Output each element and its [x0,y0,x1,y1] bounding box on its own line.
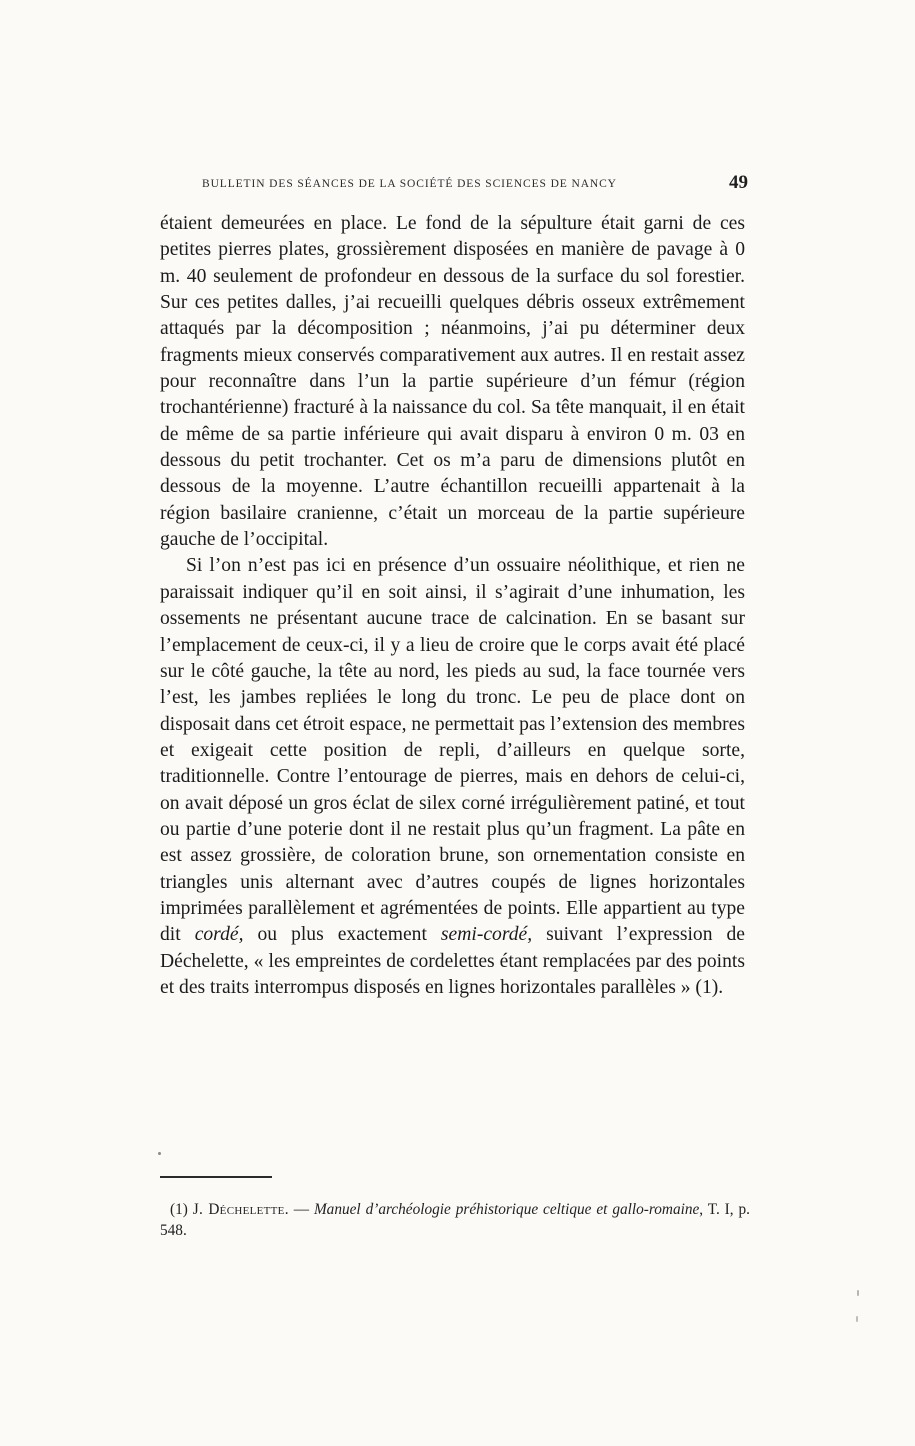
paragraph-2 [160,553,745,1001]
scan-speck [158,1152,161,1155]
paragraph-2-text-cont: ou plus exactement [243,924,441,946]
footnote-work-title: Manuel d’archéologie préhistorique celtique et gallo-romaine [313,1201,700,1218]
running-title: BULLETIN DES SÉANCES DE LA SOCIÉTÉ DES SCIENCES DE NANCY [202,178,617,190]
footnote-dash: — [293,1201,310,1218]
scan-speck [857,1290,859,1296]
italic-term-semi-corde: semi-cordé, [440,924,533,946]
paragraph-1-text: étaient demeurées en place. Le fond de la sépulture était garni de ces petites pierres plates, grossièrement disposées en manière de pavage à 0 m. 40 seulement de profondeur en dessous de la surface du sol forestier. Sur ces petites dalles, j’ai recueilli quelques débris osseux extrêmement attaqués par la décomposition ; néanmoins, j’ai pu déterminer deux fragments mieux conservés comparativement aux autres. Il en restait assez pour reconnaître dans l’un la partie supérieure d’un fémur (région trochantérienne) fracturé à la naissance du col. Sa tête manquait, il en était de même de sa partie inférieure qui avait disparu à environ 0 m. 03 en dessous du petit trochanter. Cet os m’a paru de dimensions plutôt en dessous de la moyenne. L’autre échantillon recueilli appartenait à la région basilaire cranienne, c’était un morceau de la partie supérieure gauche de l’occipital. [160,213,745,551]
scan-speck [856,1316,858,1322]
paragraph-2-text: Si l’on n’est pas ici en présence d’un ossuaire néolithique, et rien ne paraissait indiquer qu’il en soit ainsi, il s’agirait d’une inhumation, les ossements ne présentant aucune trace de calcination. En se basant sur l’emplacement de ceux-ci, il y a lieu de croire que le corps avait été placé sur le côté gauche, la tête au nord, les pieds au sud, la face tournée vers l’est, les jambes repliées le long du tronc. Le peu de place dont on disposait dans cet étroit espace, ne permettait pas l’extension des membres et exigeait cette position de repli, d’ailleurs en quelque sorte, traditionnelle. Contre l’entourage de pierres, mais en dehors de celui-ci, on avait déposé un gros éclat de silex corné irrégulièrement patiné, et tout ou partie d’une poterie dont il ne restait plus qu’un fragment. La pâte en est assez grossière, de coloration brune, son ornementation consiste en triangles unis alternant avec d’autres coupés de lignes horizontales imprimées parallèlement et agrémentées de points. Elle appartient au type dit [160,555,745,946]
body-text [160,211,745,1001]
page-number: 49 [729,172,748,193]
footnote-divider [160,1176,272,1178]
footnote-details: , T. I, p. 548. [160,1201,750,1239]
paragraph-2-text-end: suivant l’expression de Déchelette, « les empreintes de cordelettes étant remplacées par des points et des traits interrompus disposés en lignes horizontales parallèles » (1). [160,924,745,998]
footnote [160,1199,750,1241]
footnote-author: J. Déchelette. [192,1201,289,1218]
italic-term-corde: cordé, [194,924,244,946]
paragraph-1 [160,211,745,553]
running-header [160,172,750,196]
footnote-marker: (1) [170,1201,188,1218]
